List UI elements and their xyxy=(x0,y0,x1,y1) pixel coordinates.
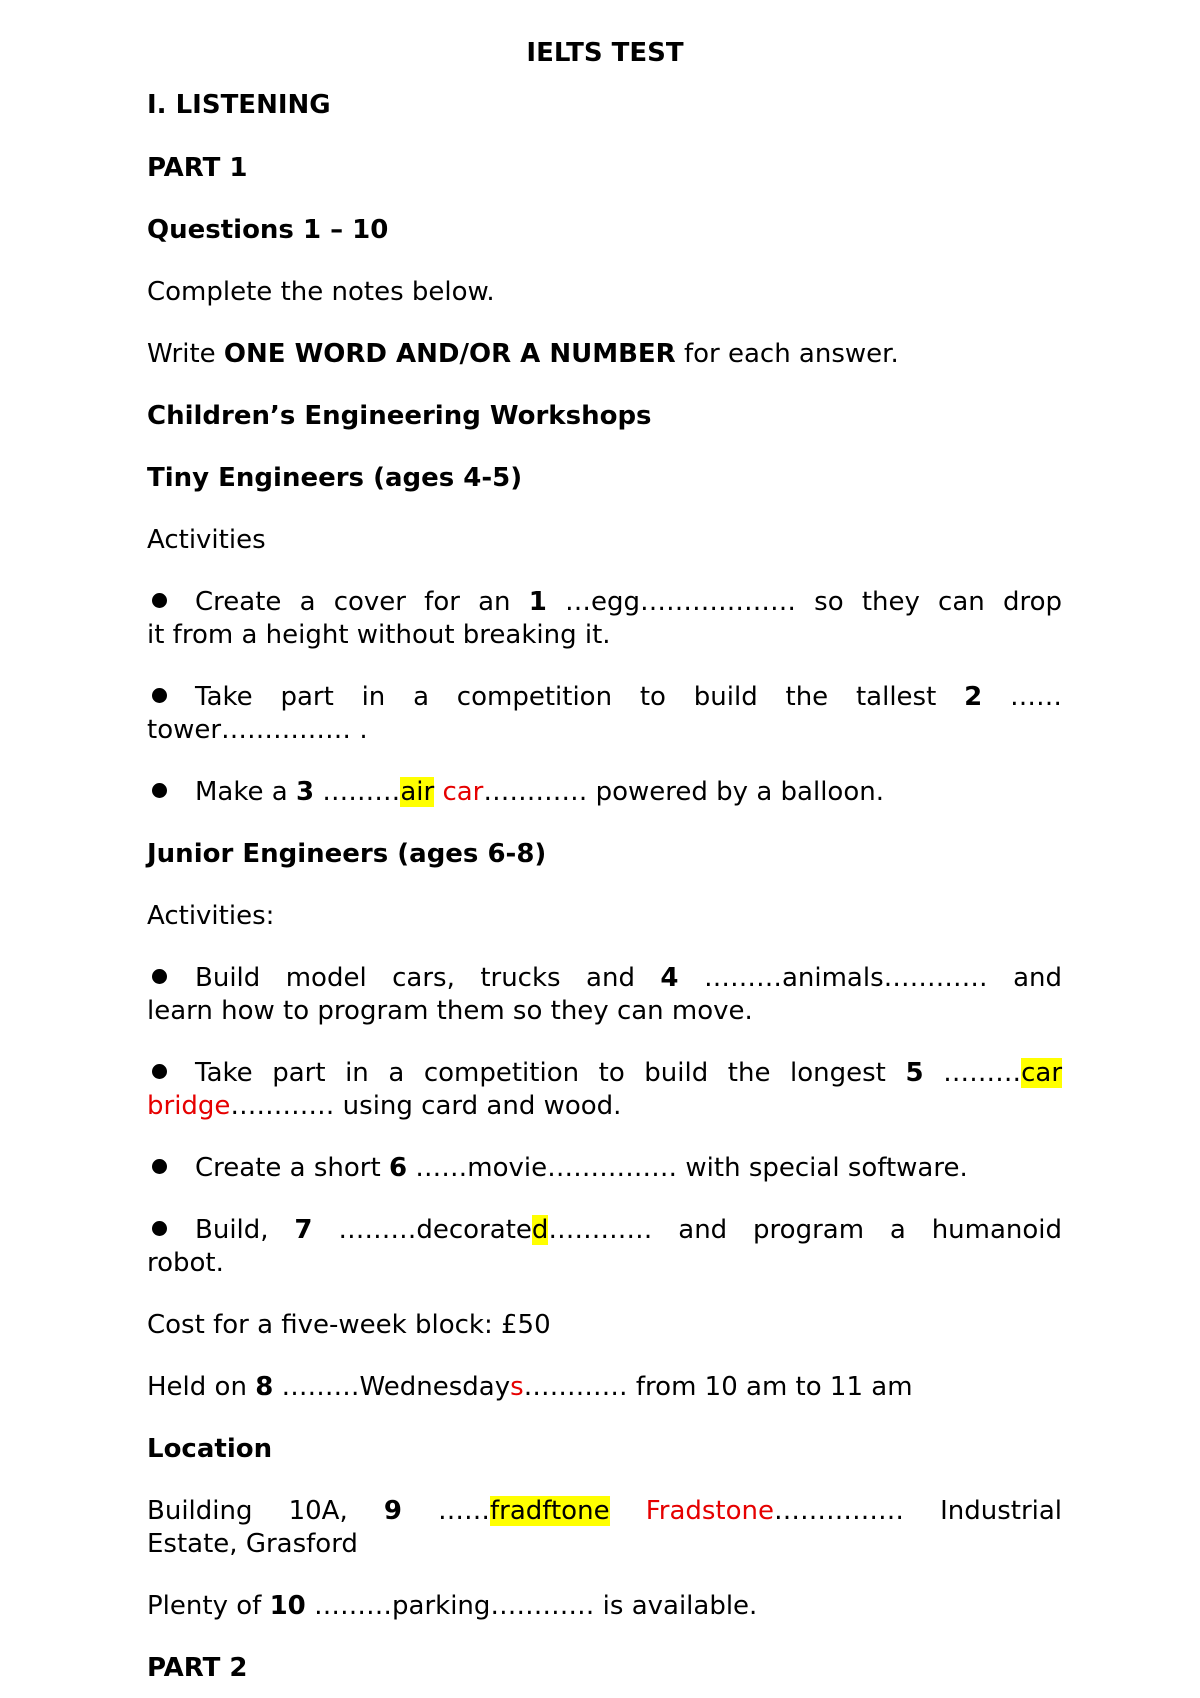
q5-highlighted-answer: car xyxy=(1021,1058,1063,1088)
instruction-post: for each answer. xyxy=(675,339,899,369)
q2-text: Take part in a competition to build the tallest xyxy=(195,682,965,712)
q9-text-end: …………… Industrial xyxy=(774,1496,1063,1526)
part-1-heading: PART 1 xyxy=(147,153,248,183)
question-4-continuation: learn how to program them so they can move. xyxy=(147,996,753,1026)
question-7-line xyxy=(147,1213,1062,1247)
q7-text: Build, xyxy=(195,1215,295,1245)
bullet-icon xyxy=(152,1064,167,1079)
bullet-icon xyxy=(152,1159,167,1174)
question-5-continuation xyxy=(147,1089,1062,1123)
bullet-icon xyxy=(152,783,167,798)
question-10-line xyxy=(147,1589,1062,1623)
question-5-line xyxy=(147,1056,1062,1090)
section-heading: I. LISTENING xyxy=(147,90,331,120)
question-9-continuation: Estate, Grasford xyxy=(147,1529,358,1559)
q10-number: 10 xyxy=(269,1591,306,1621)
q7-number: 7 xyxy=(294,1215,313,1245)
q1-number: 1 xyxy=(528,587,547,617)
question-8-line xyxy=(147,1370,1062,1404)
q8-text-end: ………… from 10 am to 11 am xyxy=(523,1372,913,1402)
tiny-engineers-heading: Tiny Engineers (ages 4-5) xyxy=(147,463,523,493)
q4-text: Build model cars, trucks and xyxy=(195,963,661,993)
question-1-line xyxy=(147,585,1062,619)
page-title: IELTS TEST xyxy=(526,38,684,68)
q7-highlighted-letter: d xyxy=(531,1215,549,1245)
q3-highlighted-answer: air xyxy=(400,777,435,807)
q7-answer: ………decorate xyxy=(312,1215,532,1245)
q5-text: Take part in a competition to build the longest xyxy=(195,1058,906,1088)
q10-answer: ………parking………… is available. xyxy=(305,1591,758,1621)
questions-range: Questions 1 – 10 xyxy=(147,215,389,245)
q2-number: 2 xyxy=(964,682,983,712)
instruction-complete-notes: Complete the notes below. xyxy=(147,277,495,307)
q10-text: Plenty of xyxy=(147,1591,270,1621)
q8-answer: ………Wednesday xyxy=(273,1372,511,1402)
q5-dots: ……… xyxy=(923,1058,1022,1088)
q5-text-end: ………… using card and wood. xyxy=(230,1091,622,1121)
q2-dots: …… xyxy=(982,682,1062,712)
activities-label: Activities xyxy=(147,525,266,555)
question-2-continuation: tower…………… . xyxy=(147,715,368,745)
location-heading: Location xyxy=(147,1434,273,1464)
q8-correction: s xyxy=(510,1372,524,1402)
bullet-icon xyxy=(152,593,167,608)
q9-text: Building 10A, xyxy=(147,1496,384,1526)
bullet-icon xyxy=(152,1221,167,1236)
part-2-heading: PART 2 xyxy=(147,1653,248,1683)
q3-correction: car xyxy=(442,777,484,807)
q3-text: Make a xyxy=(195,777,296,807)
question-4-line xyxy=(147,961,1062,995)
q9-correction: Fradstone xyxy=(645,1496,774,1526)
q3-text-end: ………… powered by a balloon. xyxy=(483,777,884,807)
bullet-icon xyxy=(152,969,167,984)
q8-text: Held on xyxy=(147,1372,256,1402)
instruction-word-limit xyxy=(147,337,1062,371)
junior-engineers-heading: Junior Engineers (ages 6-8) xyxy=(147,839,547,869)
q1-answer: …egg……………… so they can drop xyxy=(546,587,1062,617)
q3-number: 3 xyxy=(295,777,315,807)
q6-answer: ……movie…………… with special software. xyxy=(407,1153,968,1183)
bullet-icon xyxy=(152,688,167,703)
q6-number: 6 xyxy=(388,1153,408,1183)
instruction-pre: Write xyxy=(147,339,224,369)
notes-title: Children’s Engineering Workshops xyxy=(147,401,652,431)
q9-number: 9 xyxy=(383,1496,402,1526)
cost-line: Cost for a five-week block: £50 xyxy=(147,1310,551,1340)
q5-number: 5 xyxy=(905,1058,924,1088)
question-6-line xyxy=(147,1151,1062,1185)
q3-dots: ……… xyxy=(314,777,401,807)
q5-correction: bridge xyxy=(147,1091,231,1121)
q9-highlighted-answer: fradftone xyxy=(490,1496,610,1526)
instruction-bold: ONE WORD AND/OR A NUMBER xyxy=(223,339,676,369)
question-3-line xyxy=(147,775,1062,809)
question-2-line xyxy=(147,680,1062,714)
question-1-continuation: it from a height without breaking it. xyxy=(147,620,611,650)
q4-number: 4 xyxy=(660,963,679,993)
q1-text: Create a cover for an xyxy=(195,587,529,617)
q9-space xyxy=(610,1496,646,1526)
activities-label-2: Activities: xyxy=(147,901,275,931)
q6-text: Create a short xyxy=(195,1153,389,1183)
q8-number: 8 xyxy=(255,1372,274,1402)
q4-answer: ………animals………… and xyxy=(678,963,1063,993)
q9-dots: …… xyxy=(401,1496,491,1526)
question-7-continuation: robot. xyxy=(147,1248,224,1278)
question-9-line xyxy=(147,1494,1062,1528)
q7-text-end: ………… and program a humanoid xyxy=(548,1215,1063,1245)
